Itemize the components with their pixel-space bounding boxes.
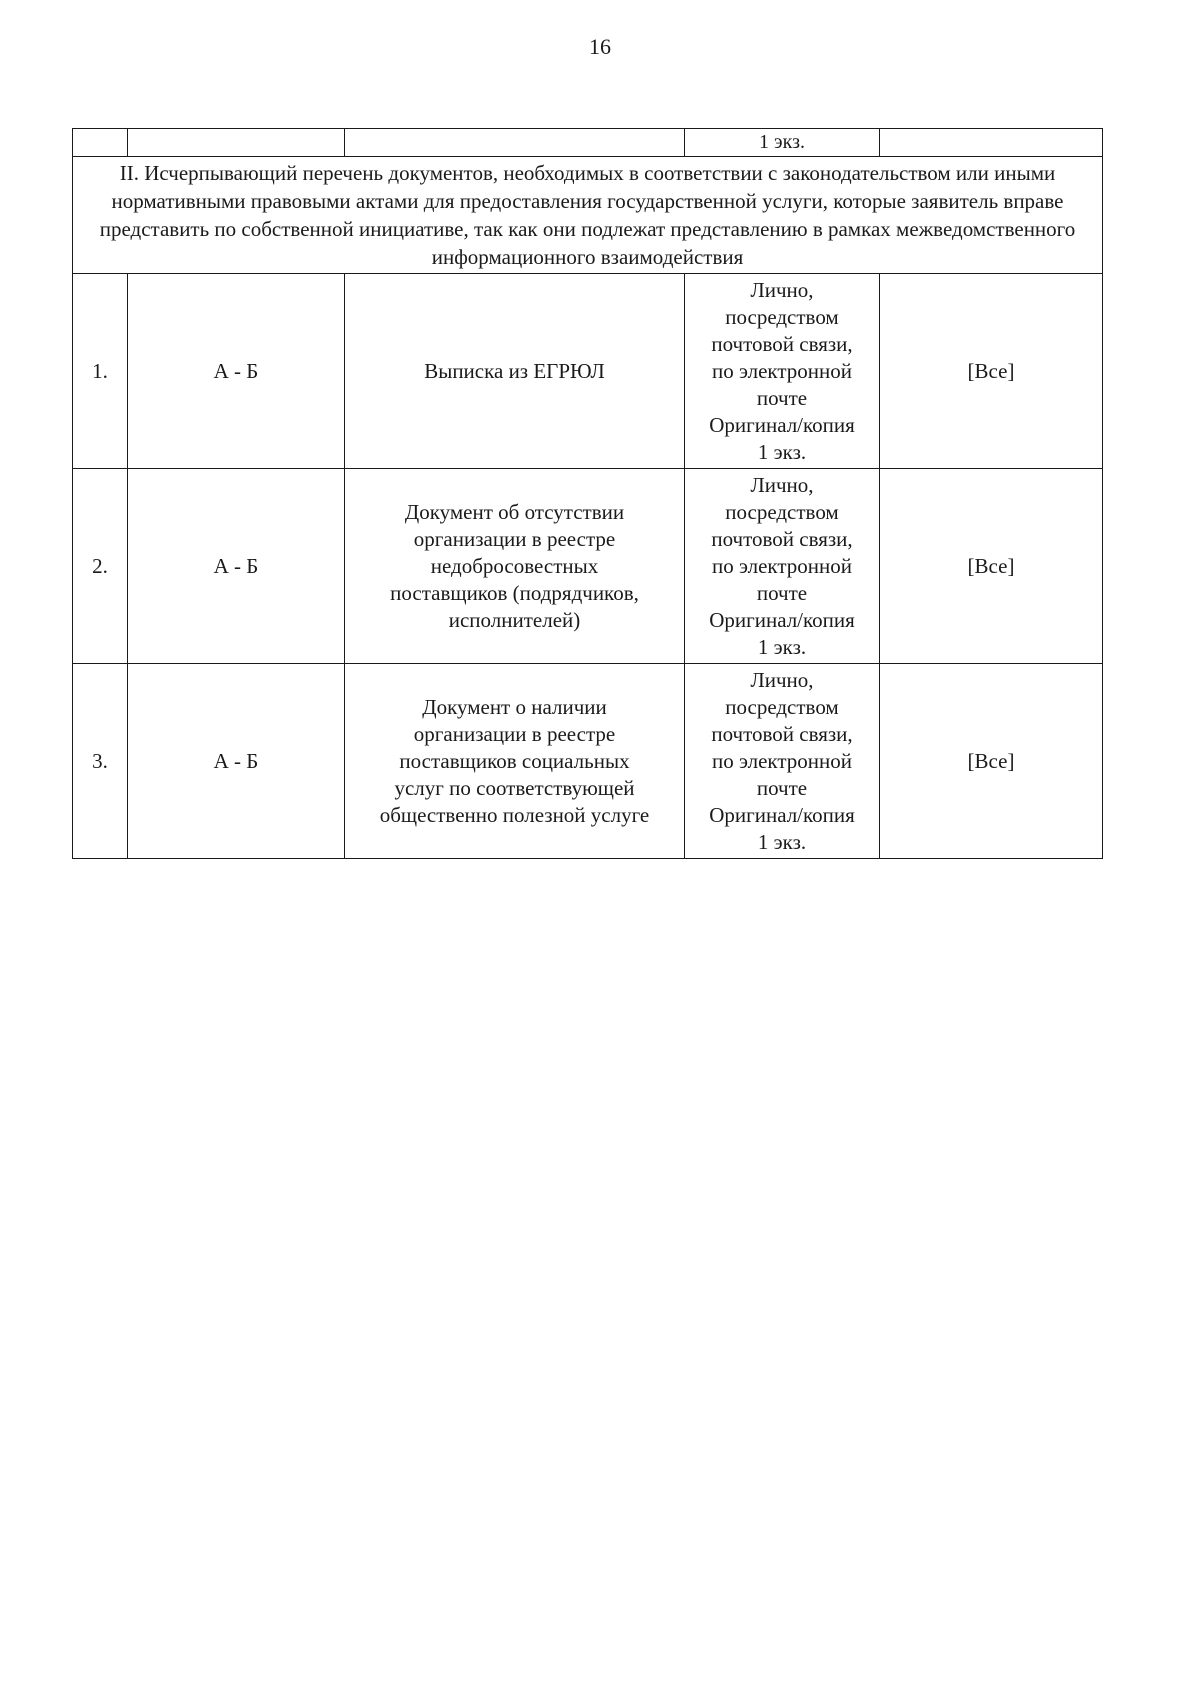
table-cell-copies: 1 экз. bbox=[685, 129, 880, 157]
row-number: 3. bbox=[73, 664, 128, 859]
table-row bbox=[73, 469, 1103, 664]
row-document: Документ о наличии организации в реестре поставщиков социальных услуг по соответствующей общественно полезной услуге bbox=[345, 664, 685, 859]
row-document: Документ об отсутствии организации в реестре недобросовестных поставщиков (подрядчиков, исполнителей) bbox=[345, 469, 685, 664]
table-cell bbox=[128, 129, 345, 157]
row-category: А - Б bbox=[128, 469, 345, 664]
section-heading: II. Исчерпывающий перечень документов, необходимых в соответствии с законодательством или иными нормативными правовыми актами для предоставления государственной услуги, которые заявитель вправе представить по собственной инициативе, так как они подлежат представлению в рамках межведомственного информационного взаимодействия bbox=[73, 157, 1103, 274]
table-cell bbox=[345, 129, 685, 157]
table-cell bbox=[880, 129, 1103, 157]
row-scope: [Все] bbox=[880, 274, 1103, 469]
row-scope: [Все] bbox=[880, 469, 1103, 664]
table-row bbox=[73, 664, 1103, 859]
row-category: А - Б bbox=[128, 664, 345, 859]
row-number: 2. bbox=[73, 469, 128, 664]
row-document: Выписка из ЕГРЮЛ bbox=[345, 274, 685, 469]
section-heading-row bbox=[73, 157, 1103, 274]
row-number: 1. bbox=[73, 274, 128, 469]
table-row bbox=[73, 274, 1103, 469]
row-method: Лично, посредством почтовой связи, по электронной почте Оригинал/копия 1 экз. bbox=[685, 274, 880, 469]
page-number: 16 bbox=[589, 34, 611, 59]
table-cell bbox=[73, 129, 128, 157]
row-category: А - Б bbox=[128, 274, 345, 469]
table-row-continuation bbox=[73, 129, 1103, 157]
documents-table bbox=[72, 128, 1103, 859]
row-method: Лично, посредством почтовой связи, по электронной почте Оригинал/копия 1 экз. bbox=[685, 469, 880, 664]
row-method: Лично, посредством почтовой связи, по электронной почте Оригинал/копия 1 экз. bbox=[685, 664, 880, 859]
row-scope: [Все] bbox=[880, 664, 1103, 859]
